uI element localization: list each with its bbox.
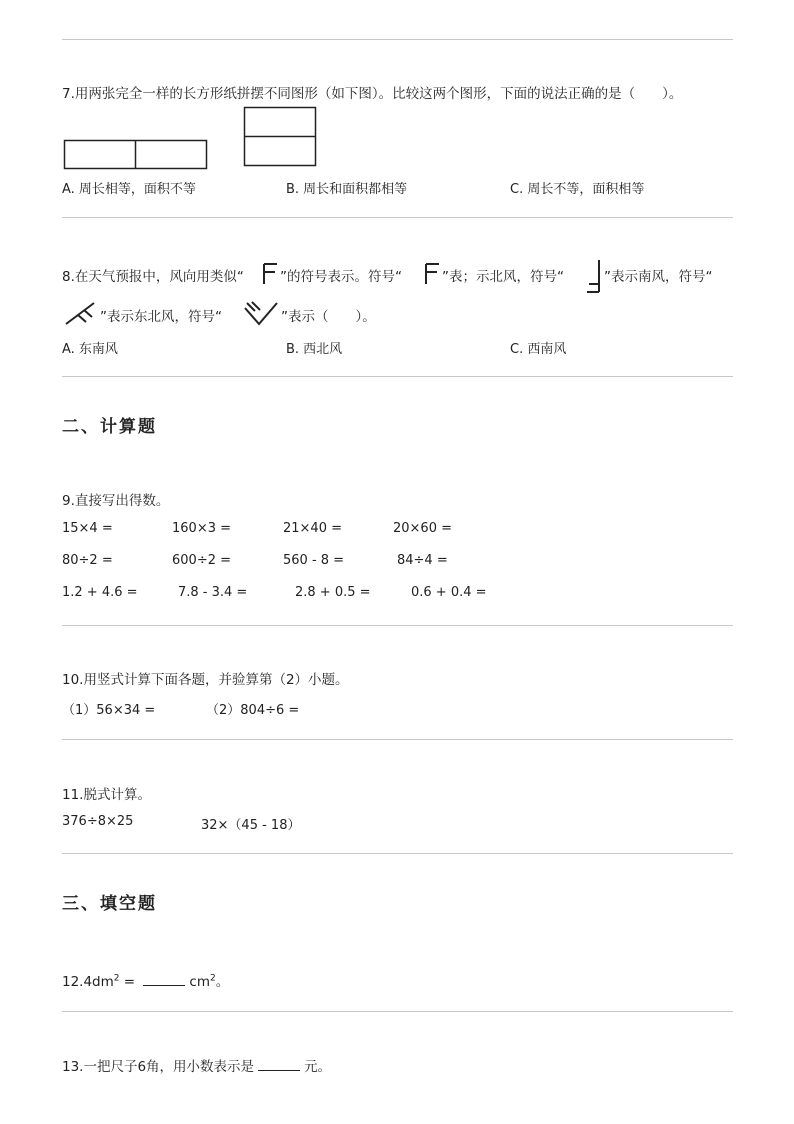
q8-option-c[interactable]: C. 西南风: [510, 342, 567, 357]
question-13: 13.一把尺子6角，用小数表示是 元。: [62, 1055, 331, 1075]
divider: [62, 39, 733, 40]
q9-item: 560 - 8 =: [283, 553, 345, 568]
q9-item: 2.8 + 0.5 =: [295, 585, 371, 600]
q7-option-b[interactable]: B. 周长和面积都相等: [286, 182, 408, 197]
q9-item: 7.8 - 3.4 =: [178, 585, 248, 600]
q9-item: 84÷4 =: [397, 553, 448, 568]
divider: [62, 853, 733, 854]
q9-item: 0.6 + 0.4 =: [411, 585, 487, 600]
q9-item: 15×4 =: [62, 521, 113, 536]
q9-item: 600÷2 =: [172, 553, 232, 568]
q11-item-1: 376÷8×25: [62, 814, 134, 829]
q7-option-c[interactable]: C. 周长不等，面积相等: [510, 182, 645, 197]
question-8-line-2-a: ”表示东北风，符号“: [100, 309, 222, 325]
section-2-title: 二、计算题: [62, 417, 157, 437]
divider: [62, 217, 733, 218]
q8-option-b[interactable]: B. 西北风: [286, 342, 343, 357]
q9-item: 1.2 + 4.6 =: [62, 585, 138, 600]
divider: [62, 376, 733, 377]
question-8-line-1-d: ”表示南风，符号“: [604, 269, 713, 285]
divider: [62, 1011, 733, 1012]
question-8-line-2-b: ”表示（ ）。: [281, 309, 376, 325]
divider: [62, 739, 733, 740]
answer-blank[interactable]: [143, 971, 185, 986]
question-8-line-1-c: ”表；示北风，符号“: [442, 269, 564, 285]
figure-stacked-rectangles: [244, 107, 318, 167]
question-9-text: 9.直接写出得数。: [62, 493, 170, 509]
q10-item-1: （1）56×34 =: [62, 703, 156, 718]
north-wind-symbol-icon: [423, 262, 441, 286]
question-11-text: 11.脱式计算。: [62, 787, 151, 803]
question-12: $12.4dm^2 = cm^2$。: [62, 970, 229, 990]
q11-item-2: 32×（45 - 18）: [201, 818, 301, 833]
northeast-wind-symbol-icon: [64, 300, 100, 328]
q7-option-a[interactable]: A. 周长相等，面积不等: [62, 182, 196, 197]
q9-item: 20×60 =: [393, 521, 453, 536]
question-7-text: 7.用两张完全一样的长方形纸拼摆不同图形（如下图）。比较这两个图形，下面的说法正确的是（ ）。: [62, 86, 683, 102]
section-3-title: 三、填空题: [62, 894, 157, 914]
question-8-line-1-a: 8.在天气预报中，风向用类似“: [62, 269, 244, 285]
question-8-line-1-b: ”的符号表示。符号“: [280, 269, 402, 285]
q10-item-2: （2）804÷6 =: [206, 703, 300, 718]
wind-symbol-icon: [261, 262, 279, 286]
figure-horizontal-rectangles: [64, 140, 208, 170]
unknown-wind-symbol-icon: [243, 300, 279, 328]
q9-item: 21×40 =: [283, 521, 343, 536]
q9-item: 160×3 =: [172, 521, 232, 536]
question-10-text: 10.用竖式计算下面各题，并验算第（2）小题。: [62, 672, 349, 688]
divider: [62, 625, 733, 626]
q8-option-a[interactable]: A. 东南风: [62, 342, 118, 357]
south-wind-symbol-icon: [585, 258, 603, 296]
q9-item: 80÷2 =: [62, 553, 113, 568]
answer-blank[interactable]: [258, 1056, 300, 1071]
